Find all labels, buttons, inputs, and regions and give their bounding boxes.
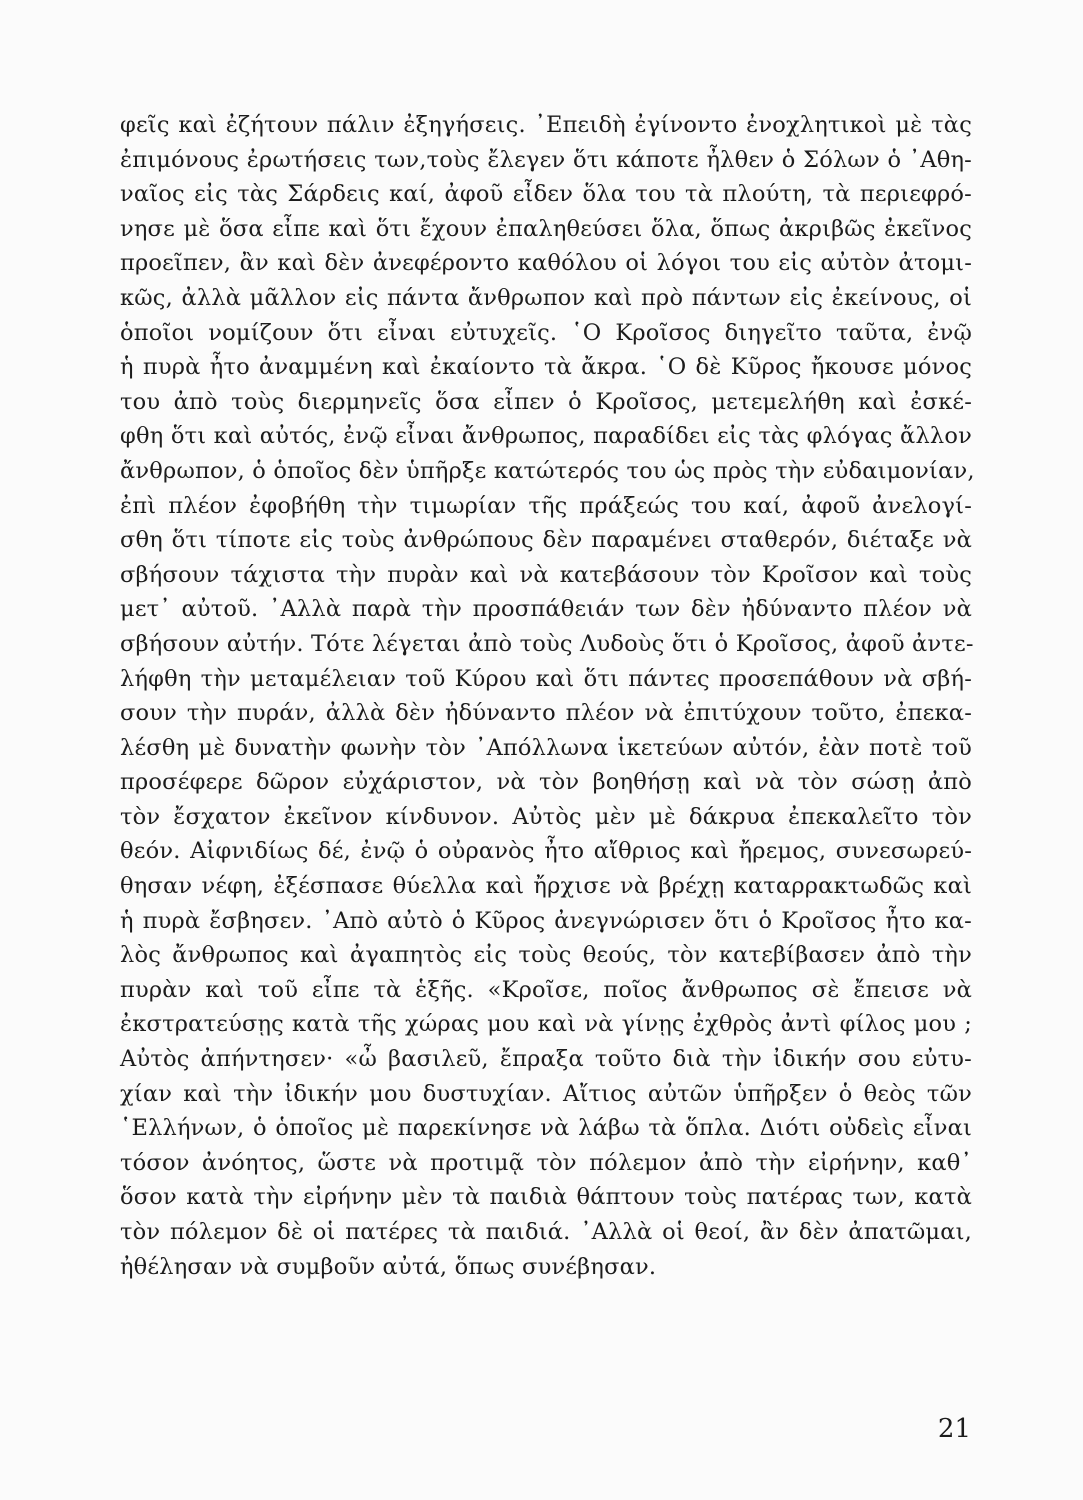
text-line: ἄνθρωπον, ὁ ὁποῖος δὲν ὑπῆρξε κατώτερός του ὡς πρὸς τὴν εὐδαιμονίαν,: [120, 457, 975, 484]
text-line: τὸν πόλεμον δὲ οἱ πατέρες τὰ παιδιά. ᾿Αλλὰ οἱ θεοί, ἂν δὲν ἀπατῶμαι,: [120, 1219, 972, 1245]
text-line: φθη ὅτι καὶ αὐτός, ἐνῷ εἶναι ἄνθρωπος, παραδίδει εἰς τὰς φλόγας ἄλλον: [120, 423, 972, 450]
text-line: λήφθη τὴν μεταμέλειαν τοῦ Κύρου καὶ ὅτι πάντες προσεπάθουν νὰ σβή-: [120, 665, 972, 692]
text-line: λέσθη μὲ δυνατὴν φωνὴν τὸν ᾿Απόλλωνα ἱκετεύων αὐτόν, ἐὰν ποτὲ τοῦ: [120, 734, 972, 761]
page-number: 21: [937, 1414, 971, 1444]
text-line: ἐπὶ πλέον ἐφοβήθη τὴν τιμωρίαν τῆς πράξεώς του καί, ἀφοῦ ἀνελογί-: [120, 492, 972, 519]
body-text: [120, 108, 975, 1284]
text-line: τόσον ἀνόητος, ὥστε νὰ προτιμᾷ τὸν πόλεμον ἀπὸ τὴν εἰρήνην, καθ᾿: [120, 1149, 972, 1176]
text-line: σθη ὅτι τίποτε εἰς τοὺς ἀνθρώπους δὲν παραμένει σταθερόν, διέταξε νὰ: [120, 527, 972, 554]
text-line: κῶς, ἀλλὰ μᾶλλον εἰς πάντα ἄνθρωπον καὶ πρὸ πάντων εἰς ἐκείνους, οἱ: [120, 284, 972, 311]
text-line: σβήσουν αὐτήν. Τότε λέγεται ἀπὸ τοὺς Λυδοὺς ὅτι ὁ Κροῖσος, ἀφοῦ ἀντε-: [120, 630, 974, 657]
text-line: Αὐτὸς ἀπήντησεν· «ὦ βασιλεῦ, ἔπραξα τοῦτο διὰ τὴν ἰδικήν σου εὐτυ-: [120, 1046, 972, 1073]
text-line: ἡ πυρὰ ἔσβησεν. ᾿Απὸ αὐτὸ ὁ Κῦρος ἀνεγνώρισεν ὅτι ὁ Κροῖσος ἦτο κα-: [120, 907, 972, 934]
text-line: ὅσον κατὰ τὴν εἰρήνην μὲν τὰ παιδιὰ θάπτουν τοὺς πατέρας των, κατὰ: [120, 1184, 972, 1211]
text-line: νησε μὲ ὅσα εἶπε καὶ ὅτι ἔχουν ἐπαληθεύσει ὅλα, ὅπως ἀκριβῶς ἐκεῖνος: [120, 215, 972, 242]
text-line: σβήσουν τάχιστα τὴν πυρὰν καὶ νὰ κατεβάσουν τὸν Κροῖσον καὶ τοὺς: [120, 561, 972, 588]
text-line: ἐπιμόνους ἐρωτήσεις των,τοὺς ἔλεγεν ὅτι κάποτε ἦλθεν ὁ Σόλων ὁ ᾿Αθη-: [120, 146, 972, 173]
text-line: τὸν ἔσχατον ἐκεῖνον κίνδυνον. Αὐτὸς μὲν μὲ δάκρυα ἐπεκαλεῖτο τὸν: [120, 803, 972, 830]
text-line: λὸς ἄνθρωπος καὶ ἀγαπητὸς εἰς τοὺς θεούς, τὸν κατεβίβασεν ἀπὸ τὴν: [120, 942, 972, 969]
text-line: ἐκστρατεύσῃς κατὰ τῆς χώρας μου καὶ νὰ γίνῃς ἐχθρὸς ἀντὶ φίλος μου ;: [120, 1011, 972, 1038]
text-line: του ἀπὸ τοὺς διερμηνεῖς ὅσα εἶπεν ὁ Κροῖσος, μετεμελήθη καὶ ἐσκέ-: [120, 388, 972, 415]
text-line: ῾Ελλήνων, ὁ ὁποῖος μὲ παρεκίνησε νὰ λάβω τὰ ὅπλα. Διότι οὐδεὶς εἶναι: [120, 1115, 972, 1142]
text-line: πυρὰν καὶ τοῦ εἶπε τὰ ἑξῆς. «Κροῖσε, ποῖος ἄνθρωπος σὲ ἔπεισε νὰ: [120, 976, 972, 1003]
text-line: προσέφερε δῶρον εὐχάριστον, νὰ τὸν βοηθήσῃ καὶ νὰ τὸν σώσῃ ἀπὸ: [120, 769, 972, 796]
text-line: μετ᾿ αὐτοῦ. ᾿Αλλὰ παρὰ τὴν προσπάθειάν των δὲν ἠδύναντο πλέον νὰ: [120, 596, 972, 623]
text-line: θεόν. Αἰφνιδίως δέ, ἐνῷ ὁ οὐρανὸς ἦτο αἴθριος καὶ ἤρεμος, συνεσωρεύ-: [120, 838, 972, 865]
text-line: προεῖπεν, ἂν καὶ δὲν ἀνεφέροντο καθόλου οἱ λόγοι του εἰς αὐτὸν ἀτομι-: [120, 250, 972, 277]
text-line: ὁποῖοι νομίζουν ὅτι εἶναι εὐτυχεῖς. ῾Ο Κροῖσος διηγεῖτο ταῦτα, ἐνῷ: [120, 319, 972, 346]
text-line: θησαν νέφη, ἐξέσπασε θύελλα καὶ ἤρχισε νὰ βρέχῃ καταρρακτωδῶς καὶ: [120, 873, 972, 900]
text-line: ναῖος εἰς τὰς Σάρδεις καί, ἀφοῦ εἶδεν ὅλα του τὰ πλούτη, τὰ περιεφρό-: [120, 181, 972, 208]
text-line: χίαν καὶ τὴν ἰδικήν μου δυστυχίαν. Αἴτιος αὐτῶν ὑπῆρξεν ὁ θεὸς τῶν: [120, 1080, 972, 1107]
text-line: ἠθέλησαν νὰ συμβοῦν αὐτά, ὅπως συνέβησαν.: [120, 1253, 657, 1280]
text-line: ἡ πυρὰ ἦτο ἀναμμένη καὶ ἐκαίοντο τὰ ἄκρα. ῾Ο δὲ Κῦρος ἤκουσε μόνος: [120, 354, 972, 381]
text-line: σουν τὴν πυράν, ἀλλὰ δὲν ἠδύναντο πλέον νὰ ἐπιτύχουν τοῦτο, ἐπεκα-: [120, 700, 972, 727]
text-line: φεῖς καὶ ἐζήτουν πάλιν ἐξηγήσεις. ᾿Επειδὴ ἐγίνοντο ἐνοχλητικοὶ μὲ τὰς: [120, 112, 972, 138]
